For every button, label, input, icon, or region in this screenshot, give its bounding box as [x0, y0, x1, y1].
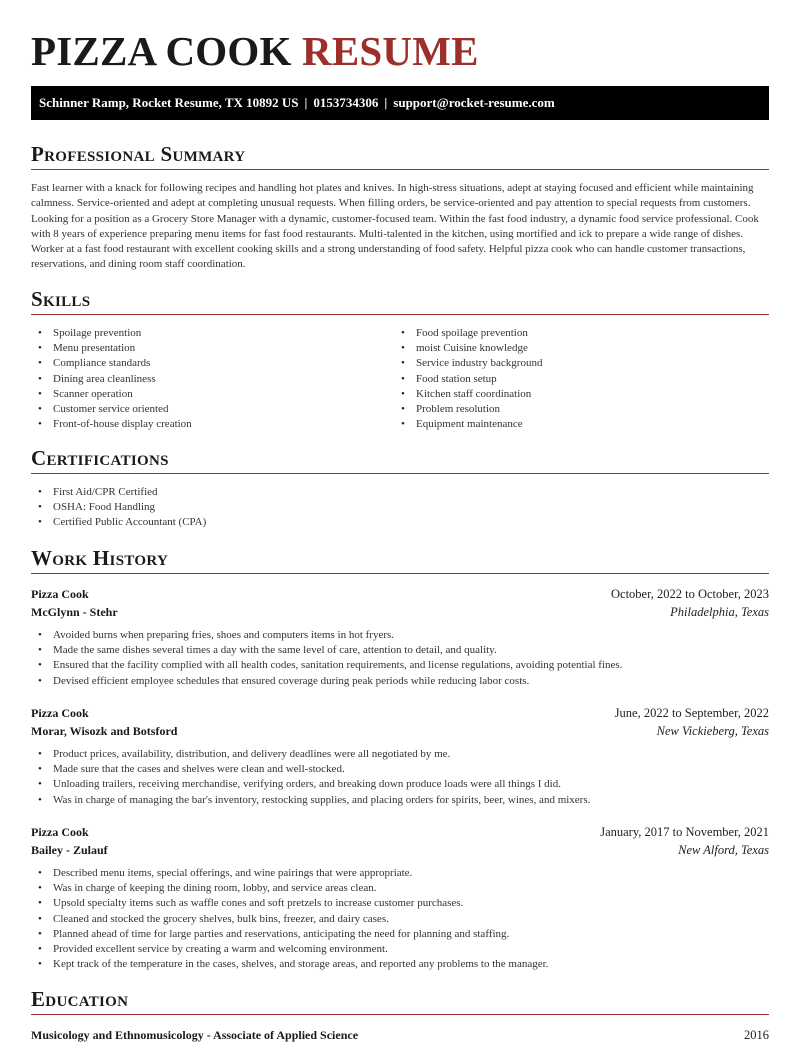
- job-bullets: [31, 747, 590, 808]
- contact-phone: 0153734306: [313, 95, 379, 110]
- list-item: • Certified Public Accountant (CPA): [31, 515, 206, 530]
- skills-list-right: [394, 326, 542, 432]
- summary-text: Fast learner with a knack for following recipes and handling hot plates and knives. In high-stress situations, adept at staying focused and efficient while maintaining calmness. Service-oriented and adept at completing unusual requests. When filling orders, be service-oriented and pay attention to special requests from customers. Looking for a position as a Grocery Store Manager with a dynamic, customer-focused team. Within the fast food industry, a dynamic food service professional. Cook with 8 years of experience preparing menu items for fast food restaurants. Multi-talented in the kitchen, using mortified and ick to prepare a wide range of dishes. Worker at a fast food restaurant with excellent cooking skills and a strong understanding of food safety. Helpful pizza cook who can handle customer transactions, reservations, and dining room staff coordination.: [31, 182, 759, 271]
- education-degree: Musicology and Ethnomusicology - Associate of Applied Science: [31, 1028, 359, 1042]
- title-accent: RESUME: [302, 28, 479, 74]
- job-title: Pizza Cook: [31, 706, 89, 720]
- section-heading-summary: Professional Summary: [31, 141, 769, 170]
- list-item: • Cleaned and stocked the grocery shelves, bulk bins, freezer, and dairy cases.: [31, 912, 548, 927]
- job-location: New Vickieberg, Texas: [656, 724, 769, 738]
- list-item: • Ensured that the facility complied with all health codes, sanitation requirements, and license regulations, avoiding potential fines.: [31, 658, 622, 673]
- list-item: • Was in charge of keeping the dining room, lobby, and service areas clean.: [31, 881, 548, 896]
- list-item: • Provided excellent service by creating a warm and welcoming environment.: [31, 942, 548, 957]
- contact-separator: |: [384, 95, 388, 110]
- list-item: • Equipment maintenance: [394, 417, 542, 432]
- title-main: PIZZA COOK: [31, 28, 303, 74]
- list-item: • Dining area cleanliness: [31, 372, 192, 387]
- list-item: • Problem resolution: [394, 402, 542, 417]
- job-company: Bailey - Zulauf: [31, 843, 108, 857]
- list-item: • Scanner operation: [31, 387, 192, 402]
- resume-title: [31, 28, 479, 74]
- job-dates: January, 2017 to November, 2021: [600, 825, 769, 839]
- list-item: • Made the same dishes several times a day with the same level of care, attention to detail, and quality.: [31, 643, 622, 658]
- list-item: • Upsold specialty items such as waffle cones and soft pretzels to increase customer purchases.: [31, 896, 548, 911]
- job-bullets: [31, 628, 622, 689]
- contact-bar: [31, 86, 769, 120]
- list-item: • Was in charge of managing the bar's inventory, restocking supplies, and placing orders for spirits, beer, wines, and mixers.: [31, 793, 590, 808]
- list-item: • Customer service oriented: [31, 402, 192, 417]
- job-dates: June, 2022 to September, 2022: [614, 706, 769, 720]
- list-item: • First Aid/CPR Certified: [31, 485, 206, 500]
- list-item: • Made sure that the cases and shelves were clean and well-stocked.: [31, 762, 590, 777]
- section-heading-skills: Skills: [31, 286, 769, 315]
- section-heading-certifications: Certifications: [31, 445, 769, 474]
- list-item: • Planned ahead of time for large parties and reservations, anticipating the need for planning and staffing.: [31, 927, 548, 942]
- contact-separator: |: [304, 95, 308, 110]
- list-item: • Front-of-house display creation: [31, 417, 192, 432]
- list-item: • Spoilage prevention: [31, 326, 192, 341]
- list-item: • Described menu items, special offerings, and wine pairings that were appropriate.: [31, 866, 548, 881]
- skills-list-left: [31, 326, 192, 432]
- contact-email: support@rocket-resume.com: [393, 95, 555, 110]
- list-item: • Food spoilage prevention: [394, 326, 542, 341]
- list-item: • Product prices, availability, distribution, and delivery deadlines were all negotiated by me.: [31, 747, 590, 762]
- list-item: • Compliance standards: [31, 356, 192, 371]
- job-company: Morar, Wisozk and Botsford: [31, 724, 178, 738]
- list-item: • Food station setup: [394, 372, 542, 387]
- list-item: • Kitchen staff coordination: [394, 387, 542, 402]
- job-title: Pizza Cook: [31, 587, 89, 601]
- job-title: Pizza Cook: [31, 825, 89, 839]
- list-item: • Avoided burns when preparing fries, shoes and computers items in hot fryers.: [31, 628, 622, 643]
- list-item: • moist Cuisine knowledge: [394, 341, 542, 356]
- certifications-list: [31, 485, 206, 531]
- contact-address: Schinner Ramp, Rocket Resume, TX 10892 US: [39, 95, 299, 110]
- section-heading-work-history: Work History: [31, 545, 769, 574]
- list-item: • Kept track of the temperature in the cases, shelves, and storage areas, and reported any problems to the manager.: [31, 957, 548, 972]
- job-company: McGlynn - Stehr: [31, 605, 118, 619]
- section-heading-education: Education: [31, 986, 769, 1015]
- list-item: • Devised efficient employee schedules that ensured coverage during peak periods while reducing labor costs.: [31, 674, 622, 689]
- job-location: New Alford, Texas: [678, 843, 769, 857]
- list-item: • OSHA: Food Handling: [31, 500, 206, 515]
- education-year: 2016: [744, 1028, 769, 1042]
- list-item: • Service industry background: [394, 356, 542, 371]
- job-bullets: [31, 866, 548, 972]
- job-location: Philadelphia, Texas: [670, 605, 769, 619]
- list-item: • Unloading trailers, receiving merchandise, verifying orders, and breaking down produce loads were all things I did.: [31, 777, 590, 792]
- job-dates: October, 2022 to October, 2023: [611, 587, 769, 601]
- list-item: • Menu presentation: [31, 341, 192, 356]
